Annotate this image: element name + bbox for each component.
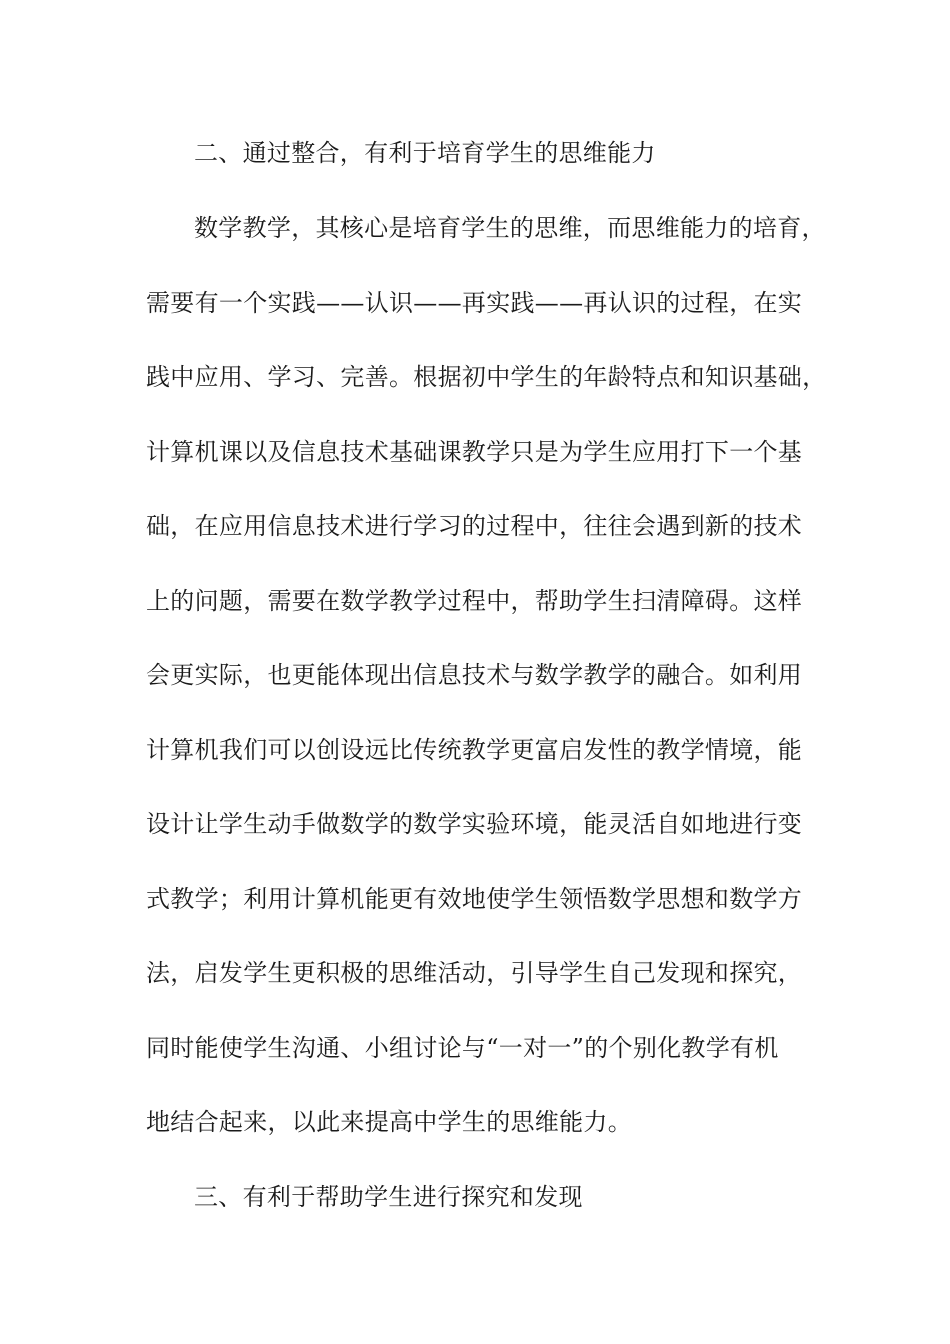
paragraph-line: 地结合起来，以此来提高中学生的思维能力。: [146, 1108, 632, 1136]
paragraph-line: 需要有一个实践——认识——再实践——再认识的过程，在实: [146, 289, 803, 317]
paragraph-line: 同时能使学生沟通、小组讨论与“一对一”的个别化教学有机: [146, 1034, 779, 1062]
paragraph-line: 上的问题，需要在数学教学过程中，帮助学生扫清障碍。这样: [146, 587, 803, 615]
paragraph-line: 础，在应用信息技术进行学习的过程中，往往会遇到新的技术: [146, 512, 803, 540]
paragraph-line: 践中应用、学习、完善。根据初中学生的年龄特点和知识基础，: [146, 363, 827, 391]
paragraph-line: 设计让学生动手做数学的数学实验环境，能灵活自如地进行变: [146, 810, 803, 838]
section-heading-3: 三、有利于帮助学生进行探究和发现: [194, 1183, 583, 1211]
paragraph-line: 会更实际，也更能体现出信息技术与数学教学的融合。如利用: [146, 661, 803, 689]
paragraph-line: 计算机课以及信息技术基础课教学只是为学生应用打下一个基: [146, 438, 803, 466]
paragraph-line: 数学教学，其核心是培育学生的思维，而思维能力的培育，: [194, 214, 826, 242]
paragraph-line: 法，启发学生更积极的思维活动，引导学生自己发现和探究，: [146, 959, 803, 987]
section-heading-2: 二、通过整合，有利于培育学生的思维能力: [194, 139, 656, 167]
paragraph-line: 式教学；利用计算机能更有效地使学生领悟数学思想和数学方: [146, 885, 803, 913]
paragraph-line: 计算机我们可以创设远比传统教学更富启发性的教学情境，能: [146, 736, 803, 764]
